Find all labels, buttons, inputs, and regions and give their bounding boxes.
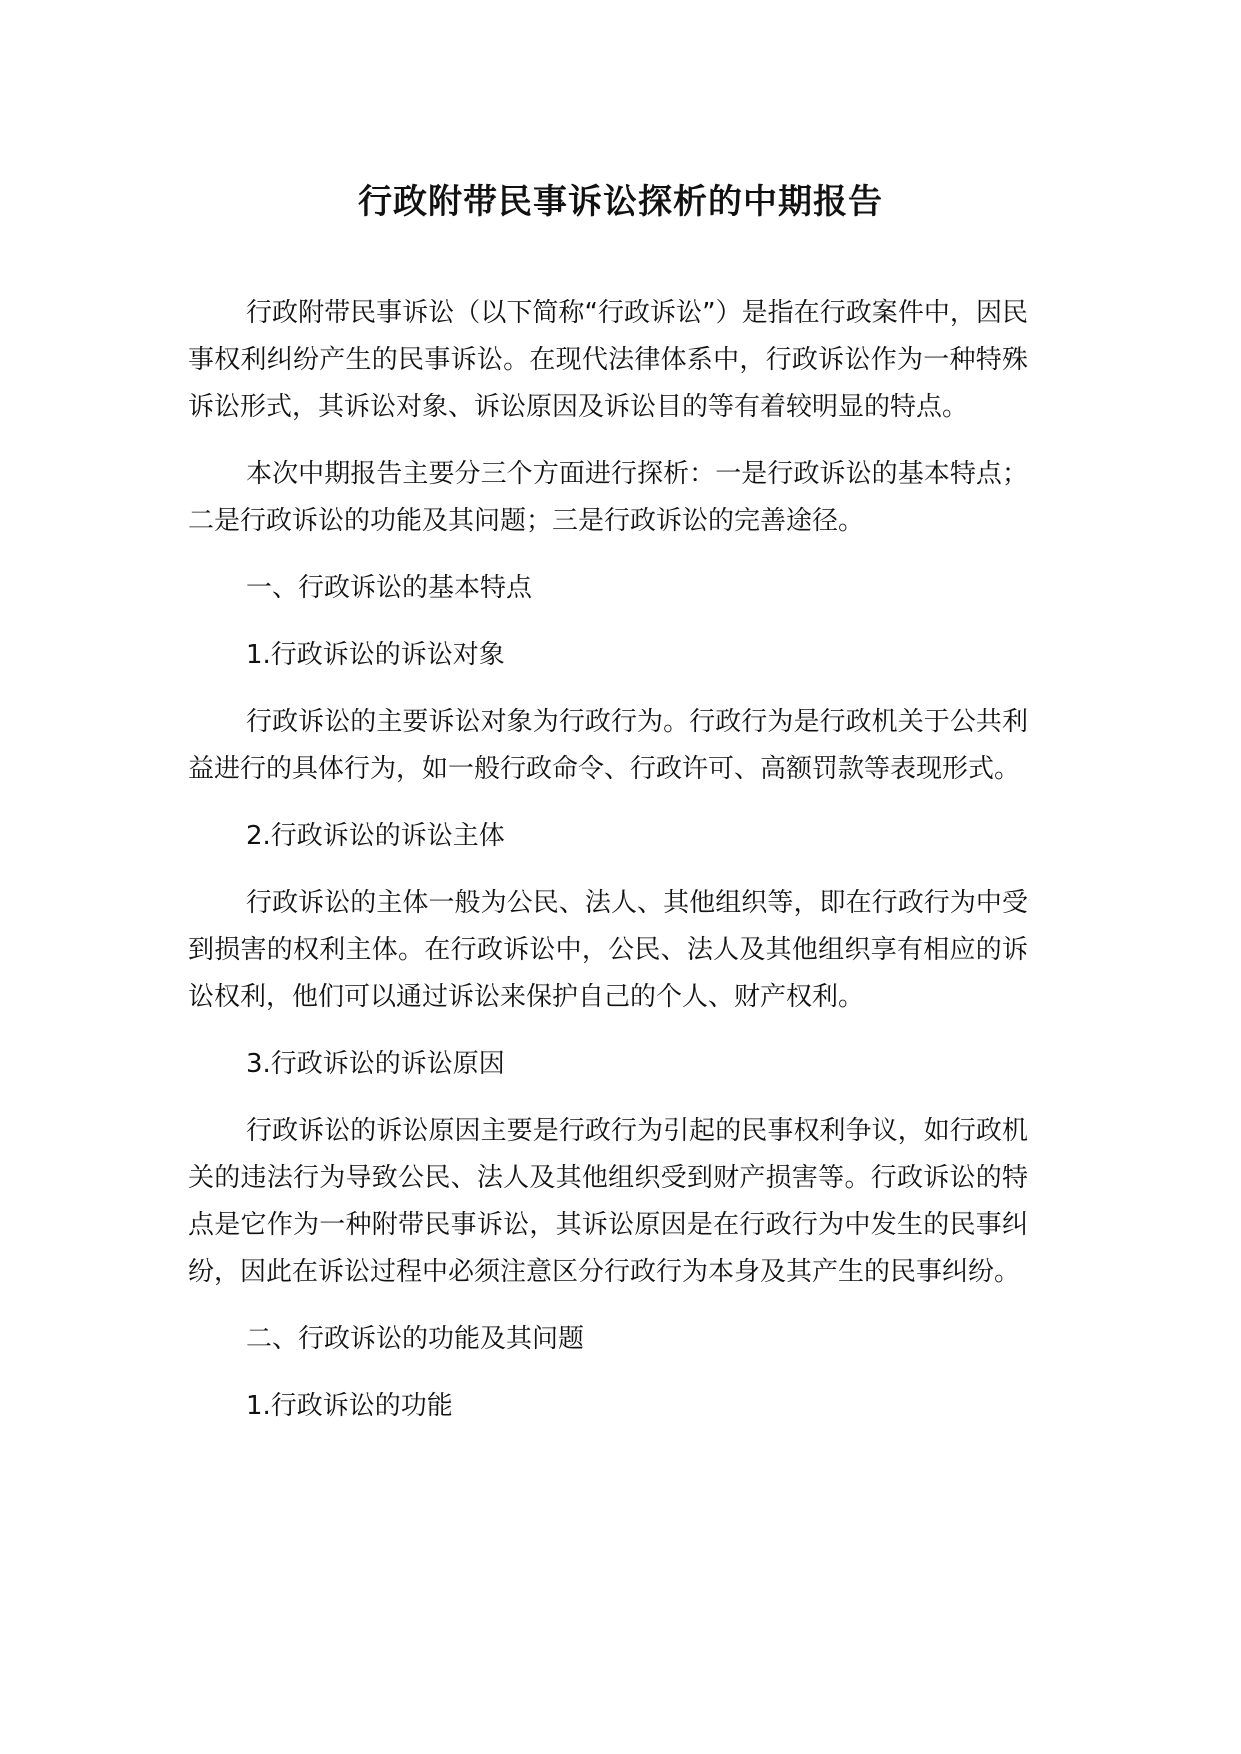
overview-paragraph: 本次中期报告主要分三个方面进行探析：一是行政诉讼的基本特点；二是行政诉讼的功能及其问题；三是行政诉讼的完善途径。 bbox=[188, 459, 1028, 536]
subsection-paragraph-1-2: 行政诉讼的主体一般为公民、法人、其他组织等，即在行政行为中受到损害的权利主体。在行政诉讼中，公民、法人及其他组织享有相应的诉讼权利，他们可以通过诉讼来保护自己的个人、财产权利。 bbox=[188, 888, 1028, 1012]
document-body bbox=[188, 290, 1028, 1450]
section-heading-1: 一、行政诉讼的基本特点 bbox=[246, 573, 533, 603]
subsection-heading-1-3: 3.行政诉讼的诉讼原因 bbox=[246, 1049, 505, 1079]
subsection-paragraph-1-1: 行政诉讼的主要诉讼对象为行政行为。行政行为是行政机关于公共利益进行的具体行为，如一般行政命令、行政许可、高额罚款等表现形式。 bbox=[188, 707, 1028, 784]
subsection-heading-1-1: 1.行政诉讼的诉讼对象 bbox=[246, 640, 505, 670]
intro-paragraph: 行政附带民事诉讼（以下简称“行政诉讼”）是指在行政案件中，因民事权利纠纷产生的民事诉讼。在现代法律体系中，行政诉讼作为一种特殊诉讼形式，其诉讼对象、诉讼原因及诉讼目的等有着较明显的特点。 bbox=[188, 298, 1028, 422]
subsection-paragraph-1-3: 行政诉讼的诉讼原因主要是行政行为引起的民事权利争议，如行政机关的违法行为导致公民、法人及其他组织受到财产损害等。行政诉讼的特点是它作为一种附带民事诉讼，其诉讼原因是在行政行为中发生的民事纠纷，因此在诉讼过程中必须注意区分行政行为本身及其产生的民事纠纷。 bbox=[188, 1116, 1028, 1287]
document-title: 行政附带民事诉讼探析的中期报告 bbox=[358, 182, 883, 222]
section-heading-2: 二、行政诉讼的功能及其问题 bbox=[246, 1324, 585, 1354]
subsection-heading-1-2: 2.行政诉讼的诉讼主体 bbox=[246, 821, 505, 851]
subsection-heading-2-1: 1.行政诉讼的功能 bbox=[246, 1391, 453, 1421]
